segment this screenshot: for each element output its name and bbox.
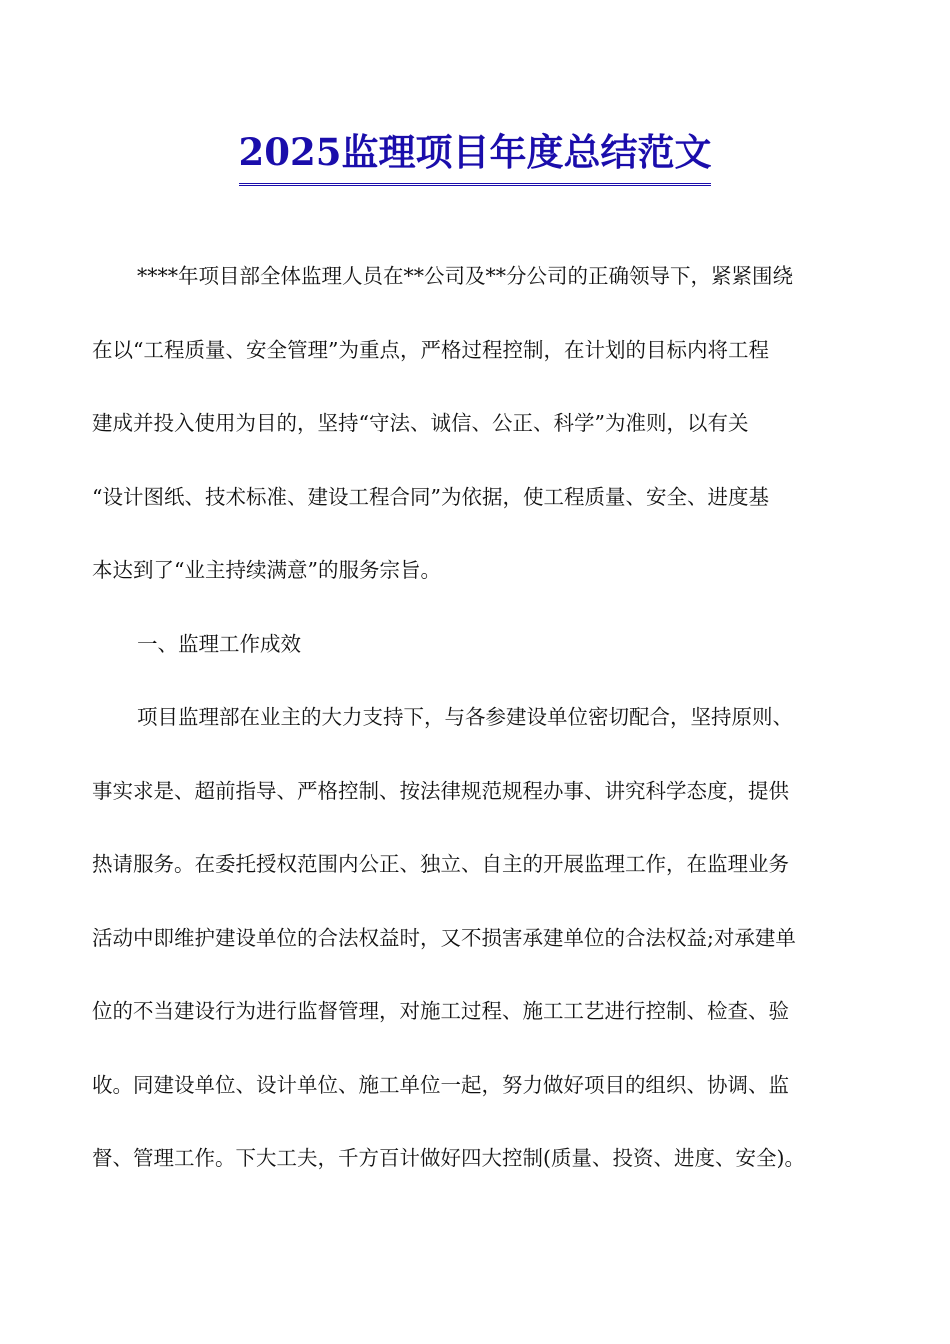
body-line: 本达到了“业主持续满意”的服务宗旨。 (92, 558, 441, 582)
body-line: 事实求是、超前指导、严格控制、按法律规范规程办事、讲究科学态度，提供 (92, 778, 789, 803)
body-line: “设计图纸、技术标准、建设工程合同”为依据，使工程质量、安全、进度基 (92, 484, 769, 509)
body-line: ****年项目部全体监理人员在**公司及**分公司的正确领导下，紧紧围绕 (137, 264, 793, 288)
body-line: 项目监理部在业主的大力支持下，与各参建设单位密切配合，坚持原则、 (137, 705, 793, 729)
body-line: 收。同建设单位、设计单位、施工单位一起，努力做好项目的组织、协调、监 (92, 1072, 789, 1097)
body-line: 热请服务。在委托授权范围内公正、独立、自主的开展监理工作，在监理业务 (92, 852, 789, 876)
document-body (92, 240, 862, 1196)
document-title-link[interactable]: 2025监理项目年度总结范文 (239, 122, 712, 186)
body-line: 建成并投入使用为目的，坚持“守法、诚信、公正、科学”为准则，以有关 (92, 411, 749, 435)
body-line: 一、监理工作成效 (137, 631, 301, 656)
body-line: 在以“工程质量、安全管理”为重点，严格过程控制，在计划的目标内将工程 (92, 337, 769, 362)
title-container (0, 122, 950, 186)
body-line: 位的不当建设行为进行监督管理，对施工过程、施工工艺进行控制、检查、验 (92, 999, 789, 1023)
body-line: 督、管理工作。下大工夫，千方百计做好四大控制(质量、投资、进度、安全)。 (92, 1146, 805, 1170)
body-line: 活动中即维护建设单位的合法权益时，又不损害承建单位的合法权益;对承建单 (92, 925, 796, 950)
